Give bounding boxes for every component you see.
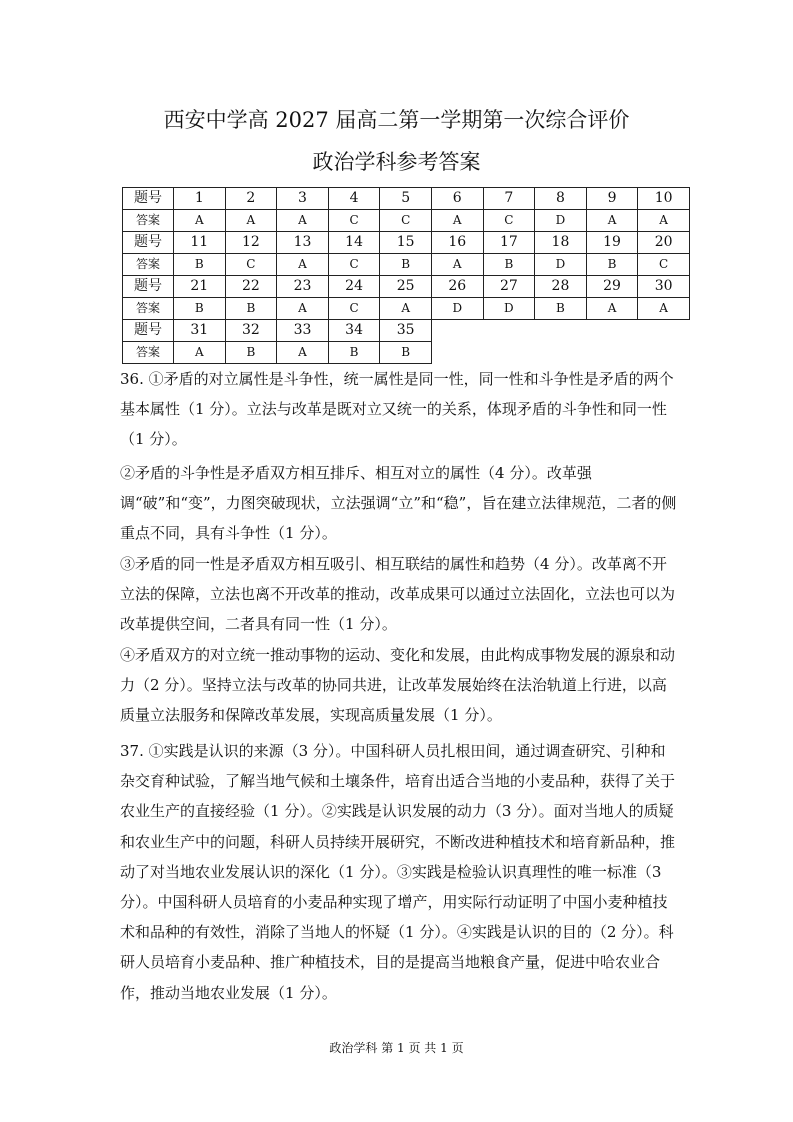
page-title: 西安中学高 2027 届高二第一学期第一次综合评价 <box>163 108 630 132</box>
answer-letter: A <box>277 342 329 364</box>
question-number: 8 <box>535 188 587 210</box>
question-number: 35 <box>380 320 432 342</box>
answer-letter: A <box>431 254 483 276</box>
row-label-question: 题号 <box>123 276 174 298</box>
question-number: 17 <box>483 232 535 254</box>
answer-letter: B <box>483 254 535 276</box>
answer-36-part-1: 36. ①矛盾的对立属性是斗争性，统一属性是同一性，同一性和斗争性是矛盾的两个基本属性（1 分）。立法与改革是既对立又统一的关系，体现矛盾的斗争性和同一性（1 分）。 <box>120 370 674 449</box>
answer-letter: A <box>638 298 690 320</box>
answer-letter: B <box>174 254 226 276</box>
answer-row <box>123 254 690 276</box>
question-number: 15 <box>380 232 432 254</box>
question-number: 29 <box>586 276 638 298</box>
answer-letter: A <box>380 298 432 320</box>
row-label-question: 题号 <box>123 188 174 210</box>
question-number: 25 <box>380 276 432 298</box>
answer-letter: D <box>535 254 587 276</box>
question-number: 19 <box>586 232 638 254</box>
question-number: 7 <box>483 188 535 210</box>
question-number: 14 <box>328 232 380 254</box>
answer-letter: A <box>277 254 329 276</box>
answer-letter: A <box>638 210 690 232</box>
question-number: 31 <box>174 320 226 342</box>
answer-letter: A <box>586 298 638 320</box>
answer-letter: A <box>277 210 329 232</box>
question-number: 1 <box>174 188 226 210</box>
question-number: 30 <box>638 276 690 298</box>
question-number: 3 <box>277 188 329 210</box>
question-number: 16 <box>431 232 483 254</box>
answer-letter: B <box>380 342 432 364</box>
answer-letter: B <box>380 254 432 276</box>
empty-cell <box>535 320 587 342</box>
row-label-question: 题号 <box>123 320 174 342</box>
row-label-answer: 答案 <box>123 210 174 232</box>
row-label-answer: 答案 <box>123 342 174 364</box>
answer-letter: B <box>174 298 226 320</box>
answer-letter: D <box>431 298 483 320</box>
answer-letter: C <box>638 254 690 276</box>
question-number: 10 <box>638 188 690 210</box>
question-number: 21 <box>174 276 226 298</box>
empty-cell <box>638 342 690 364</box>
answer-letter: B <box>328 342 380 364</box>
answer-letter: C <box>483 210 535 232</box>
question-row <box>123 188 690 210</box>
question-number: 20 <box>638 232 690 254</box>
empty-cell <box>431 342 483 364</box>
question-number: 12 <box>225 232 277 254</box>
question-number: 9 <box>586 188 638 210</box>
answer-36-part-4: ④矛盾双方的对立统一推动事物的运动、变化和发展，由此构成事物发展的源泉和动力（2 分）。坚持立法与改革的协同共进，让改革发展始终在法治轨道上行进，以高质量立法服务和保障改革发展，实现高质量发展（1 分）。 <box>120 646 676 725</box>
page-footer: 政治学科 第 1 页 共 1 页 <box>329 1041 464 1055</box>
question-row <box>123 232 690 254</box>
answer-letter: D <box>483 298 535 320</box>
question-number: 6 <box>431 188 483 210</box>
question-number: 2 <box>225 188 277 210</box>
empty-cell <box>586 320 638 342</box>
row-label-question: 题号 <box>123 232 174 254</box>
empty-cell <box>586 342 638 364</box>
row-label-answer: 答案 <box>123 298 174 320</box>
answer-letter: B <box>586 254 638 276</box>
empty-cell <box>431 320 483 342</box>
answer-letter: A <box>174 342 226 364</box>
answer-letter: C <box>225 254 277 276</box>
answer-letter: A <box>431 210 483 232</box>
question-number: 26 <box>431 276 483 298</box>
answer-36-part-3: ③矛盾的同一性是矛盾双方相互吸引、相互联结的属性和趋势（4 分）。改革离不开立法的保障，立法也离不开改革的推动，改革成果可以通过立法固化，立法也可以为改革提供空间，二者具有同一性（1 分）。 <box>120 555 676 634</box>
empty-cell <box>483 320 535 342</box>
answer-table <box>122 187 690 364</box>
answer-letter: A <box>225 210 277 232</box>
question-number: 34 <box>328 320 380 342</box>
question-number: 24 <box>328 276 380 298</box>
row-label-answer: 答案 <box>123 254 174 276</box>
question-number: 18 <box>535 232 587 254</box>
answer-row <box>123 298 690 320</box>
question-number: 23 <box>277 276 329 298</box>
question-number: 32 <box>225 320 277 342</box>
answer-letter: D <box>535 210 587 232</box>
question-number: 13 <box>277 232 329 254</box>
answer-row <box>123 210 690 232</box>
question-row <box>123 320 690 342</box>
question-number: 27 <box>483 276 535 298</box>
answer-row <box>123 342 690 364</box>
answer-letter: C <box>380 210 432 232</box>
question-number: 4 <box>328 188 380 210</box>
question-number: 28 <box>535 276 587 298</box>
answer-letter: A <box>277 298 329 320</box>
answer-37: 37. ①实践是认识的来源（3 分）。中国科研人员扎根田间，通过调查研究、引种和杂交育种试验，了解当地气候和土壤条件，培育出适合当地的小麦品种，获得了关于农业生产的直接经验（1 分）。②实践是认识发展的动力（3 分）。面对当地人的质疑和农业生产中的问题，科研人员持续开展研究，不断改进种植技术和培育新品种，推动了对当地农业发展认识的深化（1 分）。③实践是检验认识真理性的唯一标准（3 分）。中国科研人员培育的小麦品种实现了增产，用实际行动证明了中国小麦种植技术和品种的有效性，消除了当地人的怀疑（1 分）。④实践是认识的目的（2 分）。科研人员培育小麦品种、推广种植技术，目的是提高当地粮食产量，促进中哈农业合作，推动当地农业发展（1 分）。 <box>120 742 676 1002</box>
answer-36-part-2: ②矛盾的斗争性是矛盾双方相互排斥、相互对立的属性（4 分）。改革强调“破”和“变”，力图突破现状，立法强调“立”和“稳”，旨在建立法律规范，二者的侧重点不同，具有斗争性（1 分）。 <box>120 464 677 543</box>
page-subtitle: 政治学科参考答案 <box>312 150 481 174</box>
empty-cell <box>535 342 587 364</box>
question-row <box>123 276 690 298</box>
empty-cell <box>638 320 690 342</box>
answer-letter: B <box>225 342 277 364</box>
question-number: 5 <box>380 188 432 210</box>
answer-letter: C <box>328 210 380 232</box>
answer-letter: A <box>586 210 638 232</box>
question-number: 22 <box>225 276 277 298</box>
answer-letter: B <box>535 298 587 320</box>
answer-letter: A <box>174 210 226 232</box>
answer-letter: B <box>225 298 277 320</box>
question-number: 11 <box>174 232 226 254</box>
question-number: 33 <box>277 320 329 342</box>
answer-letter: C <box>328 298 380 320</box>
answer-letter: C <box>328 254 380 276</box>
empty-cell <box>483 342 535 364</box>
